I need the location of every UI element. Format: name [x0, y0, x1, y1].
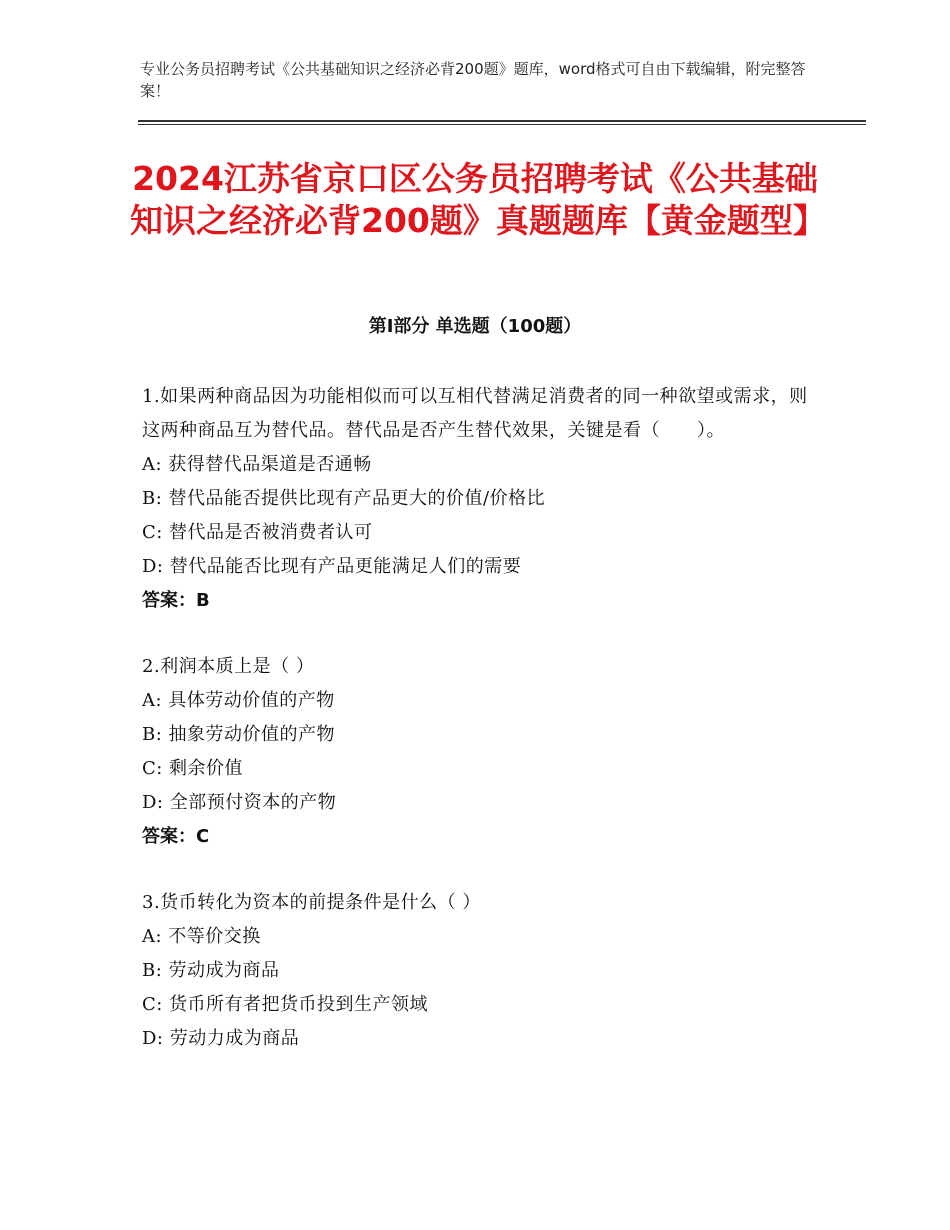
option-d: D: 替代品能否比现有产品更能满足人们的需要: [142, 556, 522, 577]
option-c: C: 货币所有者把货币投到生产领域: [142, 994, 429, 1015]
divider-thick-line: [138, 120, 866, 122]
question-stem: 3.货币转化为资本的前提条件是什么（ ）: [142, 892, 481, 913]
section-title: 第Ⅰ部分 单选题（100题）: [368, 316, 582, 337]
option-c: C: 替代品是否被消费者认可: [142, 522, 373, 543]
option-b: B: 劳动成为商品: [142, 960, 280, 981]
option-b: B: 替代品能否提供比现有产品更大的价值/价格比: [142, 488, 546, 509]
header-note: 专业公务员招聘考试《公共基础知识之经济必背200题》题库，word格式可自由下载编辑，附完整答案！: [140, 60, 806, 100]
option-a: A: 获得替代品渠道是否通畅: [142, 454, 372, 475]
option-d: D: 劳动力成为商品: [142, 1028, 300, 1049]
option-c: C: 剩余价值: [142, 758, 244, 779]
question-stem: 2.利润本质上是（ ）: [142, 656, 315, 677]
answer-label: 答案：B: [142, 590, 210, 611]
divider-thin-line: [138, 124, 866, 125]
option-b: B: 抽象劳动价值的产物: [142, 724, 336, 745]
question-stem: 1.如果两种商品因为功能相似而可以互相代替满足消费者的同一种欲望或需求，则这两种商品互为替代品。替代品是否产生替代效果，关键是看（ ）。: [142, 386, 808, 441]
option-a: A: 不等价交换: [142, 926, 261, 947]
document-title: 2024江苏省京口区公务员招聘考试《公共基础知识之经济必背200题》真题题库【黄金题型】: [130, 159, 826, 240]
option-a: A: 具体劳动价值的产物: [142, 690, 335, 711]
question-1: [142, 380, 808, 618]
option-d: D: 全部预付资本的产物: [142, 792, 337, 813]
answer-label: 答案：C: [142, 826, 210, 847]
question-list: [142, 380, 808, 1088]
question-3: [142, 886, 808, 1056]
header-divider: [138, 120, 866, 125]
question-2: [142, 650, 808, 854]
